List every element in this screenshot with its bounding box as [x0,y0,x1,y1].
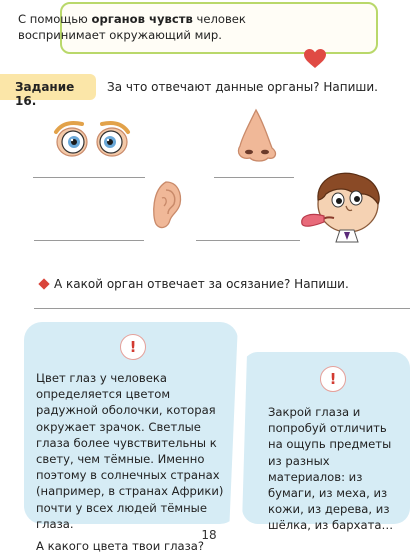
answer-line-eyes[interactable] [33,177,145,178]
info-card-right-text: Закрой глаза и попробуй отличить на ощупь предметы из разных материалов: из бумаги, из меха, из кожи, из дерева, из шёлка, из бархата… [268,405,394,533]
bullet-diamond-icon [38,278,49,289]
answer-line-ear[interactable] [34,240,144,241]
intro-bold-term: органов чувств [91,12,193,26]
alert-icon-left: ! [120,334,146,360]
answer-line-nose[interactable] [214,177,294,178]
task-question: За что отвечают данные органы? Напиши. [107,80,378,94]
eyes-icon [52,118,132,162]
bullet-question: А какой орган отвечает за осязание? Напиши. [54,277,349,291]
page-number: 18 [201,528,217,542]
ear-icon [148,180,184,232]
alert-icon-right: ! [320,366,346,392]
task-badge: Задание 16. [0,74,96,100]
answer-line-tongue[interactable] [196,240,300,241]
heart-icon [304,49,326,69]
intro-text: С помощью органов чувств человек воспринимает окружающий мир. [18,12,246,42]
info-card-left-text: Цвет глаз у человека определяется цветом радужной оболочки, которая окружает зрачок. Светлые глаза более чувствительны к свету, чем тёмные. Именно поэтому в солнечных странах (например, в странах Африки) почти у всех людей тёмные глаза. А какого цвета твои глаза? [36,370,228,554]
nose-icon [234,108,278,162]
info-card-left-question: А какого цвета твои глаза? [36,539,205,554]
tongue-icon [296,170,388,244]
answer-line-touch[interactable] [34,308,410,309]
